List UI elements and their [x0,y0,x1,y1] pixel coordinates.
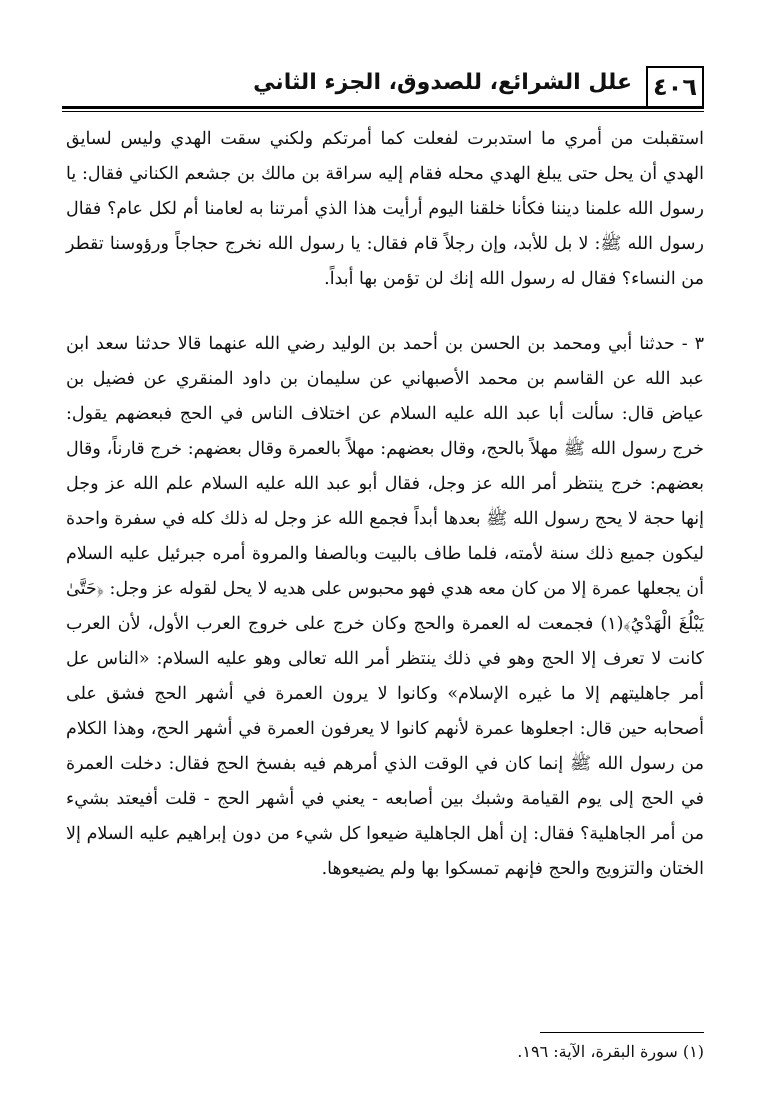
page-number: ٤٠٦ [646,66,704,108]
header-rule-thin [62,111,704,112]
main-text [66,122,704,887]
running-title: علل الشرائع، للصدوق، الجزء الثاني [253,70,632,95]
paragraph-hadith-3: ٣ - حدثنا أبي ومحمد بن الحسن بن أحمد بن الوليد رضي الله عنهما قالا حدثنا سعد ابن عبد الله عن القاسم بن محمد الأصبهاني عن سليمان بن داود المنقري عن فضيل بن عياض قال: سألت أبا عبد الله عليه السلام عن اختلاف الناس في الحج فبعضهم يقول: خرج رسول الله ﷺ مهلاً بالحج، وقال بعضهم: مهلاً بالعمرة وقال بعضهم: خرج قارناً، وقال بعضهم: خرج ينتظر أمر الله عز وجل، فقال أبو عبد الله عليه السلام علم الله عز وجل إنها حجة لا يحج رسول الله ﷺ بعدها أبداً فجمع الله عز وجل له ذلك كله في سفرة واحدة ليكون جميع ذلك سنة لأمته، فلما طاف بالبيت وبالصفا والمروة أمره جبرئيل عليه السلام أن يجعلها عمرة إلا من كان معه هدي فهو محبوس على هديه لا يحل لقوله عز وجل: ﴿حَتَّىٰ يَبْلُغَ الْهَدْيُ﴾(١) فجمعت له العمرة والحج وكان خرج على خروج العرب الأول، لأن العرب كانت لا تعرف إلا الحج وهو في ذلك ينتظر أمر الله تعالى وهو عليه السلام: «الناس عل أمر جاهليتهم إلا ما غيره الإسلام» وكانوا لا يرون العمرة في أشهر الحج فشق على أصحابه حين قال: اجعلوها عمرة لأنهم كانوا لا يعرفون العمرة في أشهر الحج، وهذا الكلام من رسول الله ﷺ إنما كان في الوقت الذي أمرهم فيه بفسخ الحج فقال: دخلت العمرة في الحج إلى يوم القيامة وشبك بين أصابعه - يعني في أشهر الحج - قلت أفيعتد بشيء من أمر الجاهلية؟ فقال: إن أهل الجاهلية ضيعوا كل شيء من دون إبراهيم عليه السلام إلا الختان والتزويج والحج فإنهم تمسكوا بها ولم يضيعوها. [66,334,704,879]
footnote: (١) سورة البقرة، الآية: ١٩٦. [517,1042,704,1061]
footnote-separator [540,1032,704,1033]
page-header [62,66,704,114]
header-rule-thick [62,106,704,109]
paragraph-continuation: استقبلت من أمري ما استدبرت لفعلت كما أمرتكم ولكني سقت الهدي وليس لسايق الهدي أن يحل حتى يبلغ الهدي محله فقام إليه سراقة بن مالك بن جشعم الكناني فقال: يا رسول الله علمنا ديننا فكأنا خلقنا اليوم أرأيت هذا الذي أمرتنا به لعامنا أم لكل عام؟ فقال رسول الله ﷺ: لا بل للأبد، وإن رجلاً قام فقال: يا رسول الله نخرج حجاجاً ورؤوسنا تقطر من النساء؟ فقال له رسول الله إنك لن تؤمن بها أبداً. [66,129,704,289]
